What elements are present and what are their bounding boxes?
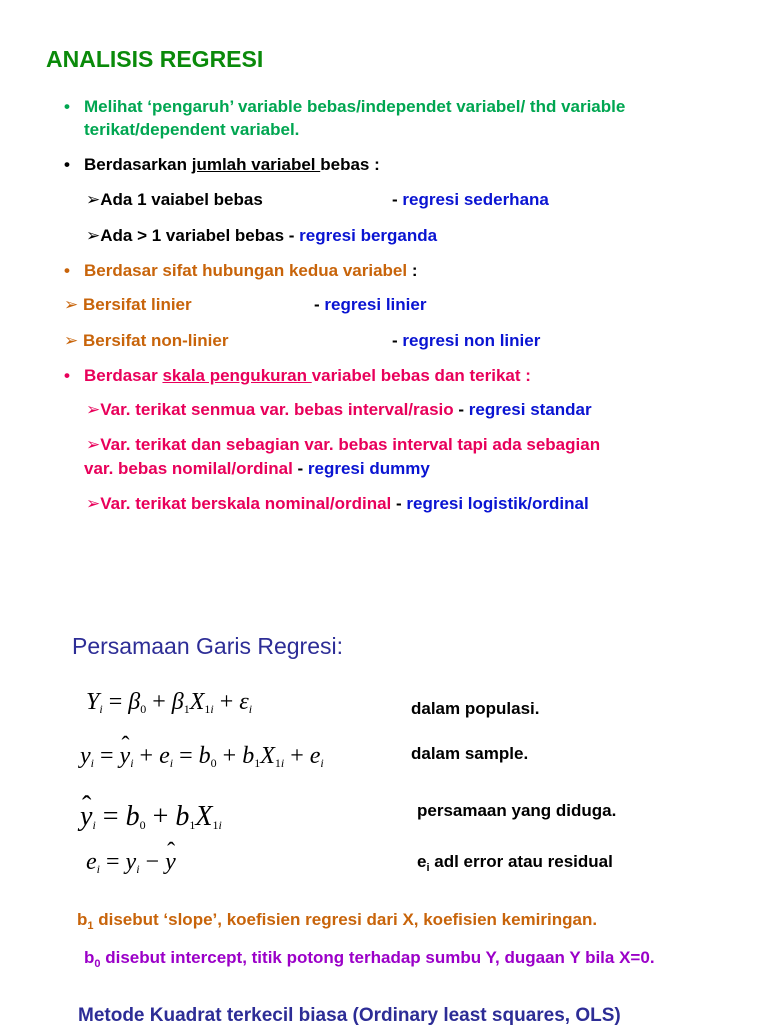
arrow-bullet-icon: ➢: [86, 190, 101, 209]
bullet-4-pre: Berdasar: [84, 366, 163, 385]
bullet-2-underlined: jumlah variabel: [191, 155, 321, 174]
sub-item-4-result: regresi non linier: [402, 331, 541, 350]
ols-heading: Metode Kuadrat terkecil biasa (Ordinary least squares, OLS): [78, 1005, 621, 1026]
dash: -: [453, 400, 469, 419]
bullet-2: [84, 155, 380, 175]
arrow-bullet-icon: ➢: [86, 494, 101, 513]
bullet-dot: •: [64, 155, 70, 174]
bullet-1-line-2: terikat/dependent variabel.: [84, 120, 300, 139]
sub-item-6-result: regresi dummy: [307, 459, 430, 478]
b0-description: [84, 948, 655, 971]
b-symbol: b: [84, 948, 95, 967]
bullet-4: [84, 366, 531, 386]
bullet-1-line-1: Melihat ‘pengaruh’ variable bebas/independet variabel/ thd variable: [84, 97, 626, 116]
arrow-bullet-icon: ➢: [64, 331, 83, 350]
equation-estimated: ˆ $y_i = b_0 + b_1X_{1i}$: [80, 800, 222, 834]
dash: -: [314, 295, 325, 314]
sub-item-4-right: [392, 331, 540, 351]
sub-item-5-result: regresi standar: [468, 400, 592, 419]
bullet-4-underlined: skala pengukuran: [162, 366, 312, 385]
sub-item-5-left: Var. terikat senmua var. bebas interval/rasio: [100, 400, 454, 419]
arrow-bullet-icon: ➢: [86, 400, 101, 419]
sub-item-1-left: Ada 1 vaiabel bebas: [100, 190, 263, 209]
e-symbol: e: [417, 852, 427, 871]
subscript: i: [426, 862, 430, 874]
equation-residual-label: [417, 852, 613, 875]
b-symbol: b: [77, 910, 88, 929]
subscript: 0: [94, 958, 101, 970]
arrow-bullet-icon: ➢: [64, 295, 83, 314]
equation-sample-label: dalam sample.: [411, 744, 529, 763]
sub-item-7: [86, 494, 589, 514]
equation-sample: $y_i$ = ˆ $y_i + e_i = b_0 + b_1X_{1i} + e_i$: [80, 742, 324, 771]
sub-item-4: [64, 331, 228, 351]
sub-item-4-left: Bersifat non-linier: [82, 331, 229, 350]
sub-item-2-left: Ada > 1 variabel bebas: [100, 226, 285, 245]
x-zero: X=0.: [619, 948, 655, 967]
colon: :: [336, 633, 343, 659]
sub-item-3: [64, 295, 192, 315]
sub-item-3-right: [314, 295, 426, 315]
dash: -: [391, 494, 407, 513]
bullet-4-post: variabel bebas dan terikat :: [311, 366, 531, 385]
bullet-dot: •: [64, 366, 70, 385]
residual-text: adl error atau residual: [429, 852, 613, 871]
sub-item-5: [86, 400, 592, 420]
equation-estimated-label: persamaan yang diduga.: [417, 801, 617, 820]
bullet-3-text: Berdasar sifat hubungan kedua variabel: [84, 261, 408, 280]
section-heading: [72, 633, 343, 661]
colon: :: [407, 261, 418, 280]
b1-description: [77, 910, 597, 933]
equation-residual: $e_i = y_i$ − ˆ y: [86, 848, 176, 877]
sub-item-2-result: regresi berganda: [299, 226, 438, 245]
dash: -: [284, 226, 300, 245]
sub-item-7-result: regresi logistik/ordinal: [406, 494, 589, 513]
sub-item-6-text: Var. terikat dan sebagian var. bebas interval tapi ada sebagian: [100, 435, 601, 454]
dash: -: [392, 190, 403, 209]
sub-item-1: [86, 190, 263, 210]
subscript: 1: [87, 920, 94, 932]
b1-text: disebut ‘slope’, koefisien regresi dari X, koefisien kemiringan.: [93, 910, 598, 929]
bullet-2-pre: Berdasarkan: [84, 155, 192, 174]
sub-item-3-result: regresi linier: [324, 295, 427, 314]
arrow-bullet-icon: ➢: [86, 435, 101, 454]
sub-item-1-result: regresi sederhana: [402, 190, 549, 209]
sub-item-7-left: Var. terikat berskala nominal/ordinal: [100, 494, 392, 513]
b0-text: disebut intercept, titik potong terhadap sumbu Y, dugaan Y bila: [100, 948, 620, 967]
bullet-3: [84, 261, 418, 281]
sub-item-6-line-1: [86, 435, 600, 455]
sub-item-6-line-2: [84, 459, 430, 479]
equation-population: $Y_i = \beta_0 + \beta_1X_{1i} + \varepsilon_i$: [86, 689, 253, 716]
section-heading-text: Persamaan Garis Regresi: [72, 633, 337, 659]
dash: -: [292, 459, 308, 478]
sub-item-3-left: Bersifat linier: [82, 295, 192, 314]
arrow-bullet-icon: ➢: [86, 226, 101, 245]
bullet-dot: •: [64, 97, 70, 116]
bullet-dot: •: [64, 261, 70, 280]
sub-item-2: [86, 226, 437, 246]
sub-item-1-right: [392, 190, 549, 210]
equation-population-label: dalam populasi.: [411, 699, 540, 718]
sub-item-6-text-2: var. bebas nomilal/ordinal: [84, 459, 293, 478]
dash: -: [392, 331, 403, 350]
bullet-2-post: bebas :: [320, 155, 380, 174]
page-title: ANALISIS REGRESI: [46, 46, 264, 72]
